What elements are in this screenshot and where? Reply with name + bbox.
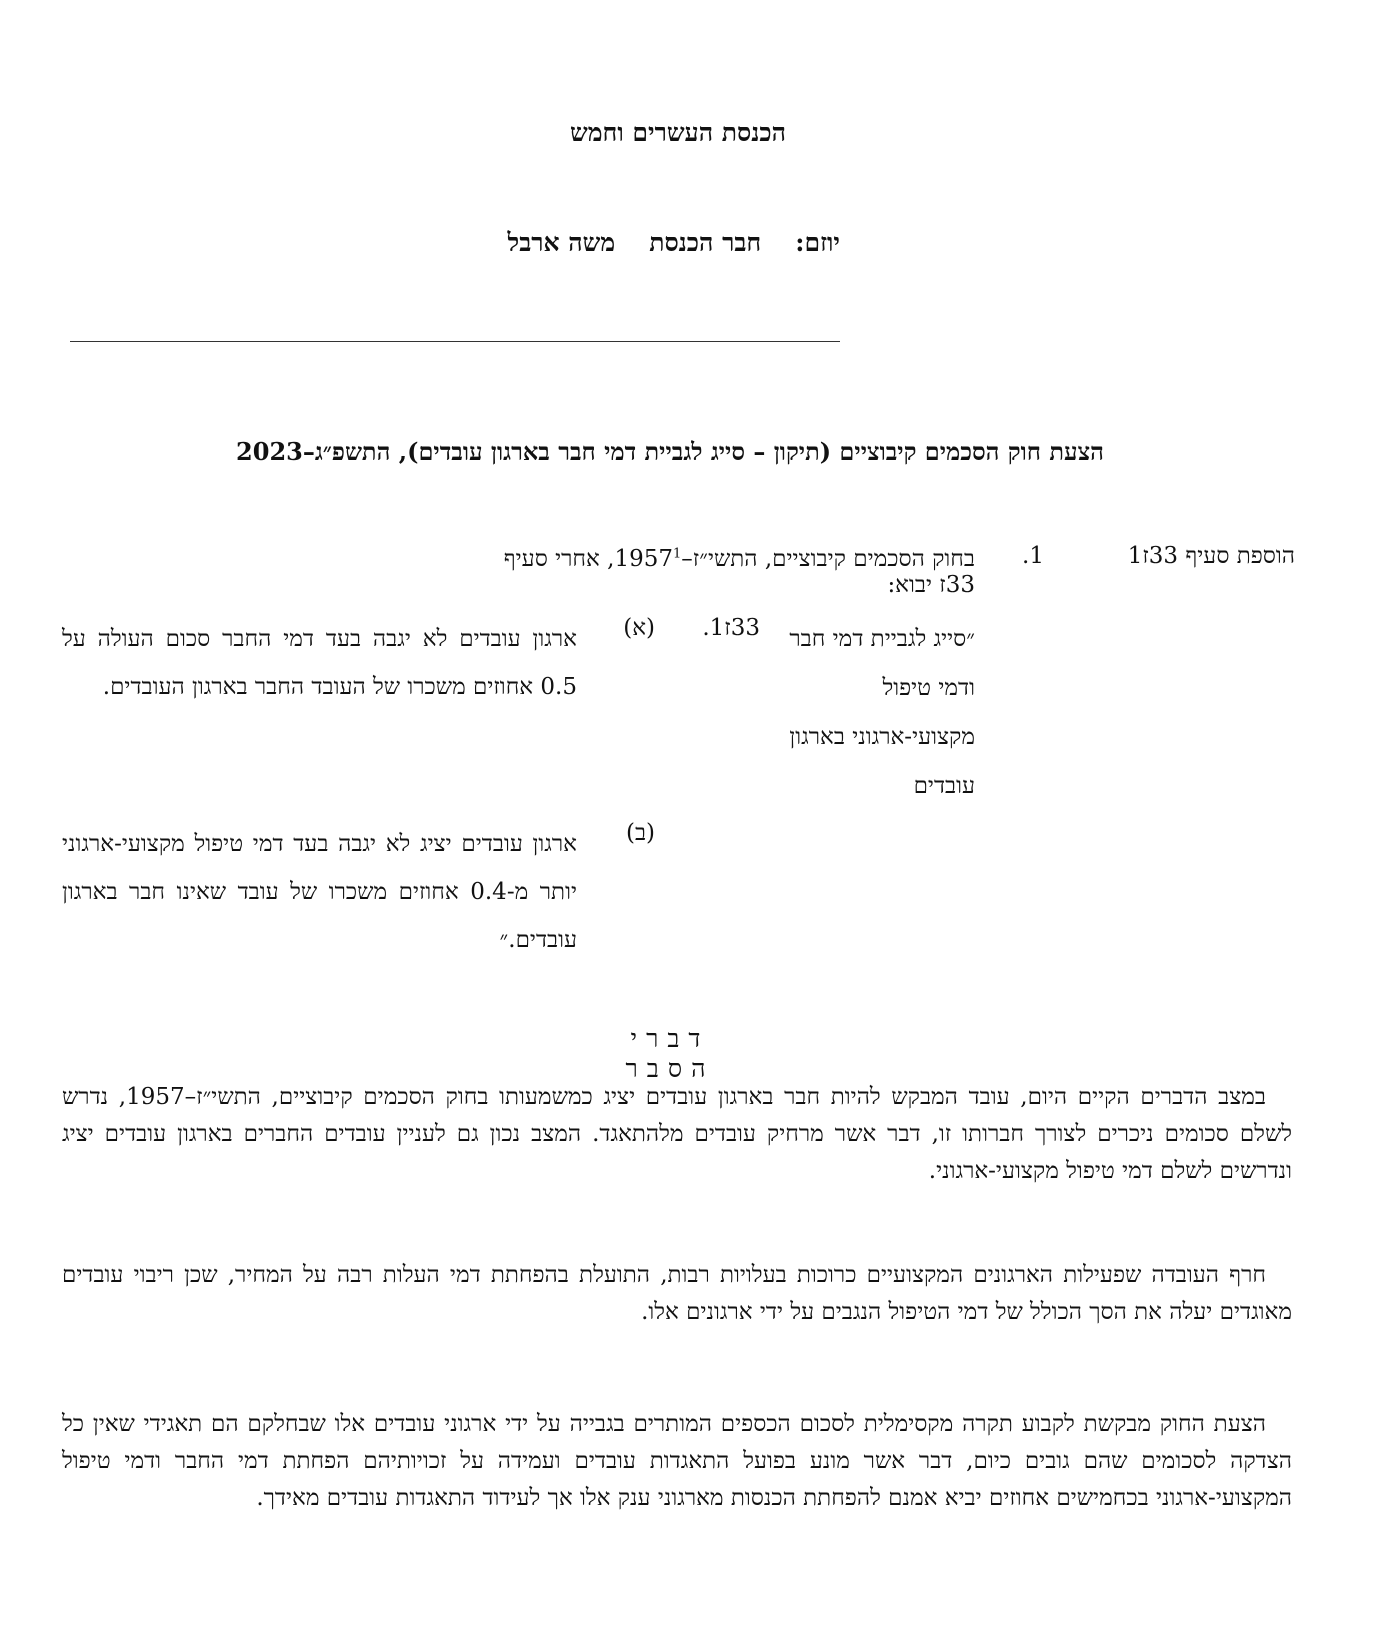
amendment-number: 33ז1. xyxy=(702,615,760,641)
page-title: הכנסת העשרים וחמש xyxy=(570,118,786,147)
section-margin-note: הוספת סעיף 33ז1 xyxy=(1127,543,1295,569)
intro-text: בחוק הסכמים קיבוציים, התשי״ז–1957 xyxy=(614,546,975,572)
initiator-line xyxy=(420,228,840,258)
intro-text-end: , אחרי סעיף 33ז יבוא: xyxy=(503,546,975,598)
bill-title: הצעת חוק הסכמים קיבוציים (תיקון – סייג לגביית דמי חבר בארגון עובדים), התשפ״ג–2023 xyxy=(236,437,1104,466)
initiator-label: יוזם: xyxy=(795,228,840,257)
subsection-b-text: ארגון עובדים יציג לא יגבה בעד דמי טיפול מקצועי-ארגוני יותר מ-0.4 אחוזים משכרו של עובד שאינו חבר בארגון עובדים.״ xyxy=(62,831,577,953)
initiator-role: חבר הכנסת xyxy=(649,228,762,257)
explanation-paragraph-3: הצעת החוק מבקשת לקבוע תקרה מקסימלית לסכום הכספים המותרים בגבייה על ידי ארגוני עובדים אלו שבחלקם הם תאגידי שאין כל הצדקה לסכומים שהם גובים כיום, דבר אשר מונע בפועל התאגדות עובדים ועמידה על זכויותיהם הפחתת דמי החבר ודמי טיפול המקצועי-ארגוני בכחמישים אחוזים יביא אמנם להפחתת הכנסות מארגוני ענק אלו אך לעידוד התאגדות עובדים מאידך. xyxy=(62,1411,1292,1511)
subsection-a-text: ארגון עובדים לא יגבה בעד דמי החבר סכום העולה על 0.5 אחוזים משכרו של העובד החבר בארגון העובדים. xyxy=(62,626,577,700)
section-intro xyxy=(500,546,975,598)
amendment-heading: ״סייג לגביית דמי חבר ודמי טיפול מקצועי-ארגוני בארגון עובדים xyxy=(789,626,975,799)
initiator-name: משה ארבל xyxy=(507,228,616,257)
footnote-mark: 1 xyxy=(673,546,682,562)
explanation-paragraph-2: חרף העובדה שפעילות הארגונים המקצועיים כרוכות בעלויות רבות, התועלת בהפחתת דמי העלות רבה על המחיר, שכן ריבוי עובדים מאוגדים יעלה את הסך הכולל של דמי הטיפול הנגבים על ידי ארגונים אלו. xyxy=(62,1262,1292,1325)
subsection-a-label: (א) xyxy=(623,615,655,641)
section-number: 1. xyxy=(1022,543,1044,569)
explanation-paragraph-1: במצב הדברים הקיים היום, עובד המבקש להיות חבר בארגון עובדים יציג כמשמעותו בחוק הסכמים קיבוציים, התשי״ז–1957, נדרש לשלם סכומים ניכרים לצורך חברותו זו, דבר אשר מרחיק עובדים מלהתאגד. המצב נכון גם לעניין עובדים החברים בארגון עובדים יציג ונדרשים לשלם דמי טיפול מקצועי-ארגוני. xyxy=(62,1084,1292,1184)
divider-line xyxy=(70,341,840,342)
subsection-b-label: (ב) xyxy=(625,820,655,846)
explanation-heading: דברי הסבר xyxy=(625,1024,715,1083)
